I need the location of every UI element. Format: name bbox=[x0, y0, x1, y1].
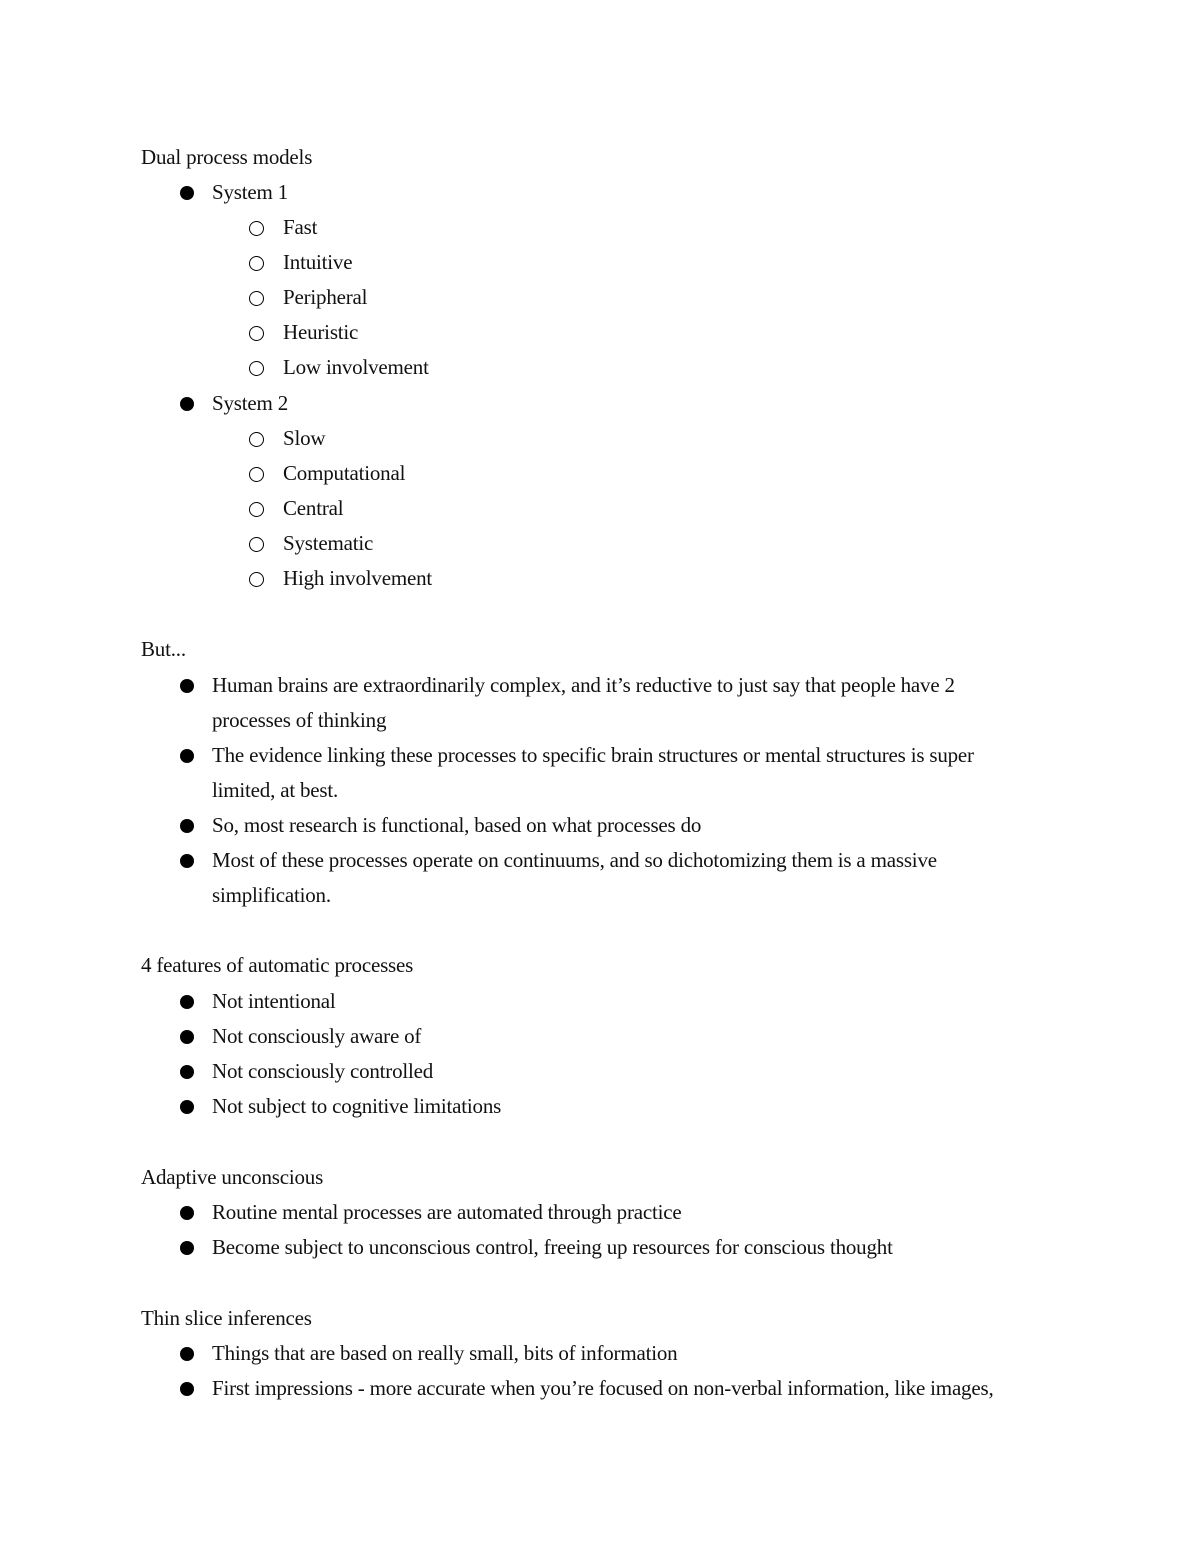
list-item: Things that are based on really small, bits of information bbox=[212, 1341, 678, 1365]
hollow-bullet-icon bbox=[249, 291, 264, 306]
filled-bullet-icon bbox=[180, 854, 194, 868]
sub-list-item: Slow bbox=[283, 426, 326, 450]
section-heading: Adaptive unconscious bbox=[141, 1165, 324, 1189]
hollow-bullet-icon bbox=[249, 326, 264, 341]
filled-bullet-icon bbox=[180, 819, 194, 833]
list-item-continuation: simplification. bbox=[212, 883, 331, 907]
hollow-bullet-icon bbox=[249, 361, 264, 376]
filled-bullet-icon bbox=[180, 1100, 194, 1114]
list-item-continuation: limited, at best. bbox=[212, 778, 339, 802]
list-item: First impressions - more accurate when you’re focused on non-verbal information, like images, bbox=[212, 1376, 994, 1400]
filled-bullet-icon bbox=[180, 749, 194, 763]
hollow-bullet-icon bbox=[249, 537, 264, 552]
list-item: Become subject to unconscious control, freeing up resources for conscious thought bbox=[212, 1235, 893, 1259]
filled-bullet-icon bbox=[180, 1347, 194, 1361]
hollow-bullet-icon bbox=[249, 256, 264, 271]
sub-list-item: Fast bbox=[283, 215, 318, 239]
list-item-continuation: processes of thinking bbox=[212, 708, 387, 732]
hollow-bullet-icon bbox=[249, 502, 264, 517]
sub-list-item: Systematic bbox=[283, 531, 374, 555]
list-item: Not consciously controlled bbox=[212, 1059, 434, 1083]
filled-bullet-icon bbox=[180, 186, 194, 200]
sub-list-item: Heuristic bbox=[283, 320, 359, 344]
filled-bullet-icon bbox=[180, 679, 194, 693]
sub-list-item: Intuitive bbox=[283, 250, 353, 274]
list-item: So, most research is functional, based on what processes do bbox=[212, 813, 702, 837]
list-item: Most of these processes operate on continuums, and so dichotomizing them is a massive bbox=[212, 848, 937, 872]
list-item: Routine mental processes are automated through practice bbox=[212, 1200, 682, 1224]
section-heading: Dual process models bbox=[141, 145, 313, 169]
list-item: System 2 bbox=[212, 391, 288, 415]
hollow-bullet-icon bbox=[249, 467, 264, 482]
list-item: The evidence linking these processes to specific brain structures or mental structures is super bbox=[212, 743, 974, 767]
section-heading: Thin slice inferences bbox=[141, 1306, 312, 1330]
filled-bullet-icon bbox=[180, 1241, 194, 1255]
list-item: Not intentional bbox=[212, 989, 336, 1013]
list-item: Not consciously aware of bbox=[212, 1024, 422, 1048]
hollow-bullet-icon bbox=[249, 432, 264, 447]
filled-bullet-icon bbox=[180, 995, 194, 1009]
filled-bullet-icon bbox=[180, 1030, 194, 1044]
list-item: Not subject to cognitive limitations bbox=[212, 1094, 502, 1118]
list-item: System 1 bbox=[212, 180, 288, 204]
filled-bullet-icon bbox=[180, 1065, 194, 1079]
section-heading: But... bbox=[141, 637, 186, 661]
sub-list-item: Central bbox=[283, 496, 344, 520]
list-item: Human brains are extraordinarily complex, and it’s reductive to just say that people have 2 bbox=[212, 673, 955, 697]
hollow-bullet-icon bbox=[249, 221, 264, 236]
filled-bullet-icon bbox=[180, 1206, 194, 1220]
filled-bullet-icon bbox=[180, 397, 194, 411]
sub-list-item: Computational bbox=[283, 461, 406, 485]
section-heading: 4 features of automatic processes bbox=[141, 953, 414, 977]
filled-bullet-icon bbox=[180, 1382, 194, 1396]
sub-list-item: High involvement bbox=[283, 566, 433, 590]
sub-list-item: Peripheral bbox=[283, 285, 368, 309]
sub-list-item: Low involvement bbox=[283, 355, 429, 379]
hollow-bullet-icon bbox=[249, 572, 264, 587]
